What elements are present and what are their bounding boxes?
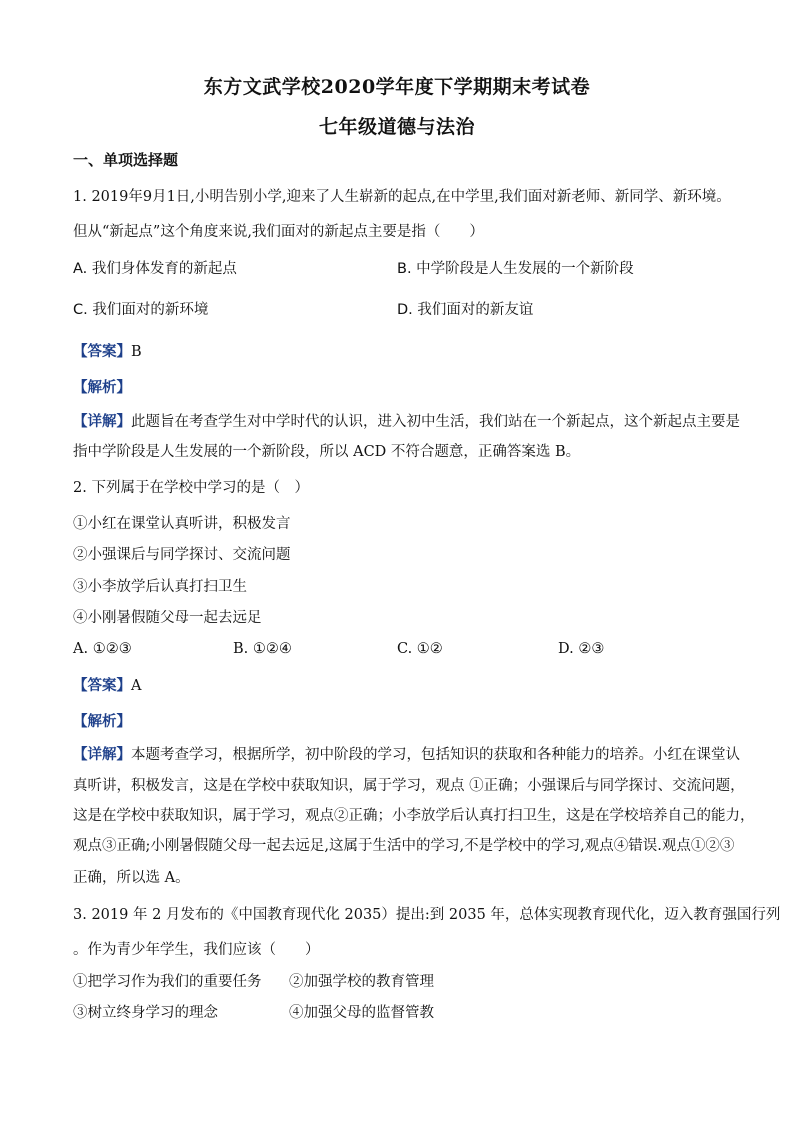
exam-title: 东方文武学校2020学年度下学期期末考试卷 <box>203 76 591 98</box>
section-heading: 一、单项选择题 <box>73 151 179 169</box>
detail-tag: 【详解】 <box>73 746 131 763</box>
analysis-tag: 【解析】 <box>73 379 131 396</box>
q1-detail-line1 <box>73 412 740 432</box>
detail-tag: 【详解】 <box>73 413 131 430</box>
q2-analysis <box>73 712 733 732</box>
q2-option-c: C. ①② <box>397 641 443 657</box>
q2-item-4: ④小刚暑假随父母一起去远足 <box>73 610 262 626</box>
q2-option-b: B. ①②④ <box>233 641 292 657</box>
q1-option-a: A. 我们身体发育的新起点 <box>73 261 237 277</box>
answer-value: B <box>131 344 142 360</box>
q1-answer <box>73 342 733 362</box>
q2-detail-line3: 这是在学校中获取知识，属于学习，观点②正确；小李放学后认真打扫卫生，这是在学校培养自己的能力， <box>73 808 755 824</box>
q2-detail-line1 <box>73 745 740 765</box>
q3-item-1: ①把学习作为我们的重要任务 <box>73 974 262 990</box>
q3-item-2: ②加强学校的教育管理 <box>289 974 434 990</box>
q2-detail-line5: 正确，所以选 A。 <box>73 870 190 886</box>
detail-text: 此题旨在考查学生对中学时代的认识，进入初中生活，我们站在一个新起点，这个新起点主要是 <box>131 414 740 430</box>
q3-stem-line1: 3. 2019 年 2 月发布的《中国教育现代化 2035）提出:到 2035 年，总体实现教育现代化，迈入教育强国行列 <box>73 907 781 923</box>
q1-detail-line2: 指中学阶段是人生发展的一个新阶段，所以 ACD 不符合题意，正确答案选 B。 <box>73 444 581 460</box>
q2-item-2: ②小强课后与同学探讨、交流问题 <box>73 547 291 563</box>
q3-stem-line2: 。作为青少年学生，我们应该（ ） <box>73 942 320 958</box>
analysis-tag: 【解析】 <box>73 713 131 730</box>
detail-text: 本题考查学习，根据所学，初中阶段的学习，包括知识的获取和各种能力的培养。小红在课堂认 <box>131 747 740 763</box>
q1-analysis <box>73 378 733 398</box>
q1-option-c: C. 我们面对的新环境 <box>73 302 209 318</box>
q2-item-1: ①小红在课堂认真听讲，积极发言 <box>73 516 291 532</box>
q3-item-3: ③树立终身学习的理念 <box>73 1005 218 1021</box>
q2-detail-line4: 观点③正确;小刚暑假随父母一起去远足,这属于生活中的学习,不是学校中的学习,观点④错误.观点①②③ <box>73 838 735 854</box>
q1-option-d: D. 我们面对的新友谊 <box>397 302 534 318</box>
answer-value: A <box>131 678 142 694</box>
answer-tag: 【答案】 <box>73 677 131 694</box>
q1-stem-line1: 1. 2019年9月1日,小明告别小学,迎来了人生崭新的起点,在中学里,我们面对新老师、新同学、新环境。 <box>73 189 731 205</box>
q1-option-b: B. 中学阶段是人生发展的一个新阶段 <box>397 261 634 277</box>
q2-answer <box>73 676 733 696</box>
q2-stem: 2. 下列属于在学校中学习的是（ ） <box>73 480 309 496</box>
q2-detail-line2: 真听讲，积极发言，这是在学校中获取知识，属于学习，观点 ①正确；小强课后与同学探讨、交流问题， <box>73 778 745 794</box>
q2-item-3: ③小李放学后认真打扫卫生 <box>73 579 247 595</box>
q2-option-a: A. ①②③ <box>73 641 132 657</box>
exam-subject: 七年级道德与法治 <box>318 116 475 138</box>
q2-option-d: D. ②③ <box>558 641 605 657</box>
q3-item-4: ④加强父母的监督管教 <box>289 1005 434 1021</box>
q1-stem-line2: 但从“新起点”这个角度来说,我们面对的新起点主要是指（ ） <box>73 224 484 240</box>
answer-tag: 【答案】 <box>73 343 131 360</box>
